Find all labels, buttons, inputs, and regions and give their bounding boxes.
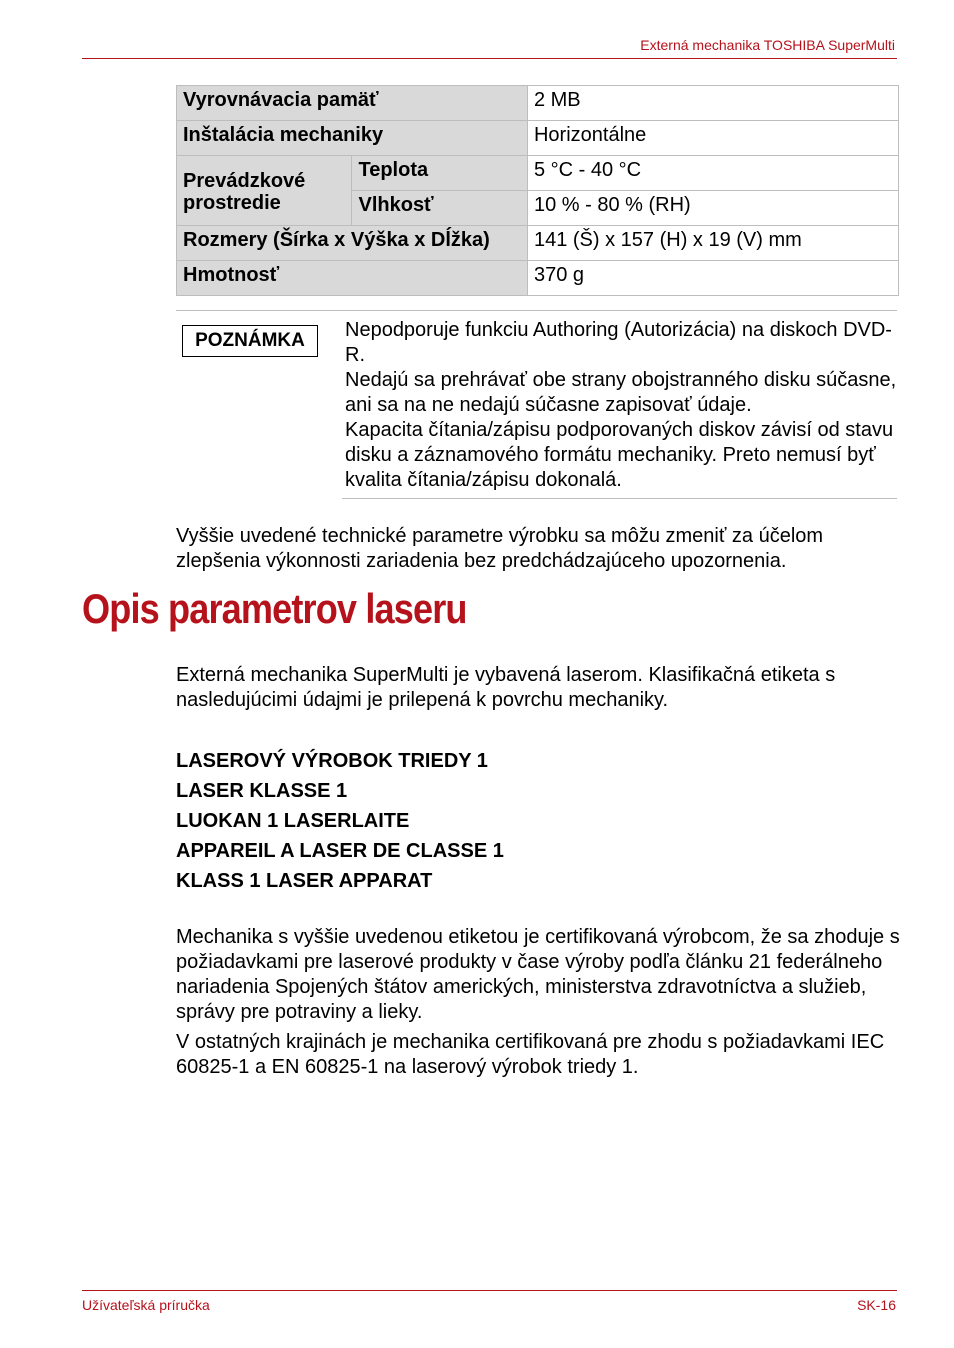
row-value-buffer: 2 MB — [527, 86, 898, 121]
footer-divider — [82, 1290, 897, 1291]
table-row — [177, 86, 899, 121]
row-label-temperature: Teplota — [352, 156, 527, 191]
row-value-mounting: Horizontálne — [527, 121, 898, 156]
certification-us: Mechanika s vyššie uvedenou etiketou je certifikovaná výrobcom, že sa zhoduje s požiadavkami pre laserové produkty v čase výroby podľa článku 21 federálneho nariadenia Spojených štátov amerických, ministerstva zdravotníctva a služieb, správy pre potraviny a lieky. — [176, 926, 900, 1023]
header-divider — [82, 58, 897, 59]
row-label-buffer: Vyrovnávacia pamäť — [177, 86, 528, 121]
note-line: Nepodporuje funkciu Authoring (Autorizácia) na diskoch DVD-R. — [345, 319, 892, 366]
note-line: Kapacita čítania/zápisu podporovaných diskov závisí od stavu disku a záznamového formátu mechaniky. Preto nemusí byť kvalita čítania/zápisu dokonalá. — [345, 419, 894, 491]
list-item: LASER KLASSE 1 — [176, 780, 348, 802]
spec-change-notice: Vyššie uvedené technické parametre výrobku sa môžu zmeniť za účelom zlepšenia výkonnosti zariadenia bez predchádzajúceho upozornenia. — [176, 525, 824, 572]
row-label-weight: Hmotnosť — [177, 261, 528, 296]
section-intro: Externá mechanika SuperMulti je vybavená laserom. Klasifikačná etiketa s nasledujúcimi údajmi je prilepená k povrchu mechaniky. — [176, 664, 836, 711]
section-heading: Opis parametrov laseru — [82, 585, 467, 632]
note-text — [345, 318, 897, 493]
note-line: Nedajú sa prehrávať obe strany obojstranného disku súčasne, ani sa na ne nedajú súčasne zapisovať údaje. — [345, 369, 897, 416]
row-value-weight: 370 g — [527, 261, 898, 296]
list-item: LASEROVÝ VÝROBOK TRIEDY 1 — [176, 750, 488, 772]
specs-table — [176, 85, 899, 296]
row-value-dimensions: 141 (Š) x 157 (H) x 19 (V) mm — [527, 226, 898, 261]
note-bottom-divider — [342, 498, 897, 499]
list-item: LUOKAN 1 LASERLAITE — [176, 810, 410, 832]
table-row — [177, 121, 899, 156]
row-label-dimensions: Rozmery (Šírka x Výška x Dĺžka) — [177, 226, 528, 261]
running-header: Externá mechanika TOSHIBA SuperMulti — [640, 37, 895, 53]
row-label-humidity: Vlhkosť — [352, 191, 527, 226]
page-number: SK-16 — [857, 1297, 896, 1313]
list-item: APPAREIL A LASER DE CLASSE 1 — [176, 840, 504, 862]
row-label-environment: Prevádzkové prostredie — [177, 156, 352, 226]
table-row — [177, 226, 899, 261]
laser-label-list — [176, 748, 504, 898]
row-label-mounting: Inštalácia mechaniky — [177, 121, 528, 156]
footer-manual-title: Užívateľská príručka — [82, 1297, 210, 1313]
certification-other: V ostatných krajinách je mechanika certifikovaná pre zhodu s požiadavkami IEC 60825-1 a EN 60825-1 na laserový výrobok triedy 1. — [176, 1031, 885, 1078]
table-row — [177, 156, 899, 191]
note-badge: POZNÁMKA — [182, 325, 318, 357]
note-top-divider — [176, 310, 897, 311]
row-value-temperature: 5 °C - 40 °C — [527, 156, 898, 191]
row-value-humidity: 10 % - 80 % (RH) — [527, 191, 898, 226]
list-item: KLASS 1 LASER APPARAT — [176, 870, 433, 892]
table-row — [177, 261, 899, 296]
